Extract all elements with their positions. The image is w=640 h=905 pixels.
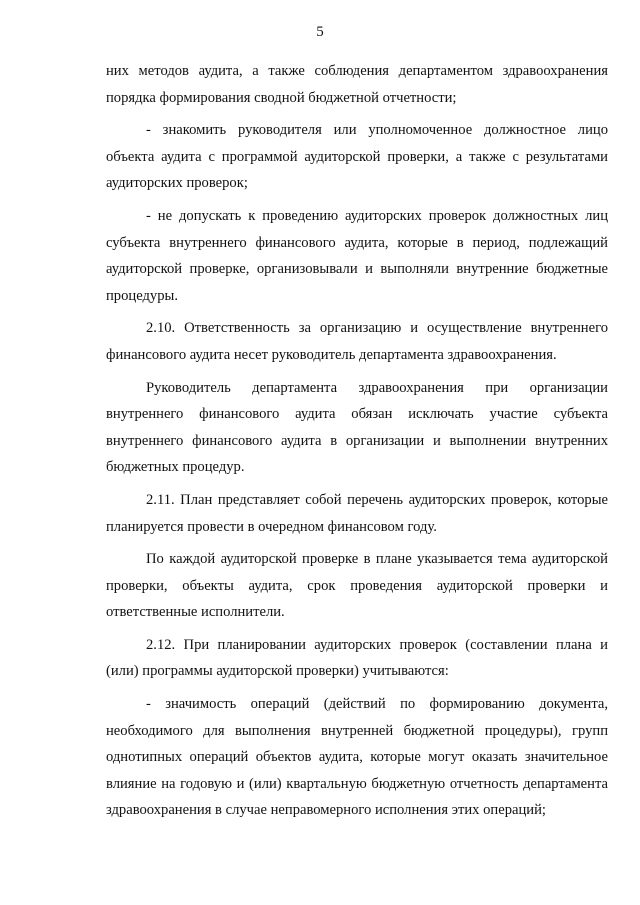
paragraph-list-item: - знакомить руководителя или уполномоченное должностное лицо объекта аудита с программой аудиторской проверки, а также с результатами аудиторских проверок; <box>106 122 608 192</box>
paragraph-clause-2-11: 2.11. План представляет собой перечень аудиторских проверок, которые планируется провести в очередном финансовом году. <box>106 491 608 535</box>
paragraph-list-item: - не допускать к проведению аудиторских проверок должностных лиц субъекта внутреннего финансового аудита, которые в период, подлежащий аудиторской проверке, организовывали и выполняли внутренние бюджетные процедуры. <box>106 207 608 304</box>
paragraph-continuation: них методов аудита, а также соблюдения департаментом здравоохранения порядка формирования сводной бюджетной отчетности; <box>106 63 608 106</box>
document-body <box>106 58 608 830</box>
paragraph: Руководитель департамента здравоохранения при организации внутреннего финансового аудита обязан исключать участие субъекта внутреннего финансового аудита в организации и выполнении внутренних бюджетных процедур. <box>106 379 608 476</box>
page-number: 5 <box>316 24 324 40</box>
paragraph-clause-2-10: 2.10. Ответственность за организацию и осуществление внутреннего финансового аудита несет руководитель департамента здравоохранения. <box>106 320 608 363</box>
paragraph: По каждой аудиторской проверке в плане указывается тема аудиторской проверки, объекты аудита, срок проведения аудиторской проверки и ответственные исполнители. <box>106 551 608 621</box>
paragraph-list-item: - значимость операций (действий по формированию документа, необходимого для выполнения внутренней бюджетной процедуры), групп однотипных операций объектов аудита, которые могут оказать значительное влияние на годовую и (или) квартальную бюджетную отчетность департамента здравоохранения в случае неправомерного исполнения этих операций; <box>106 696 608 819</box>
paragraph-clause-2-12: 2.12. При планировании аудиторских проверок (составлении плана и (или) программы аудиторской проверки) учитываются: <box>106 636 608 680</box>
